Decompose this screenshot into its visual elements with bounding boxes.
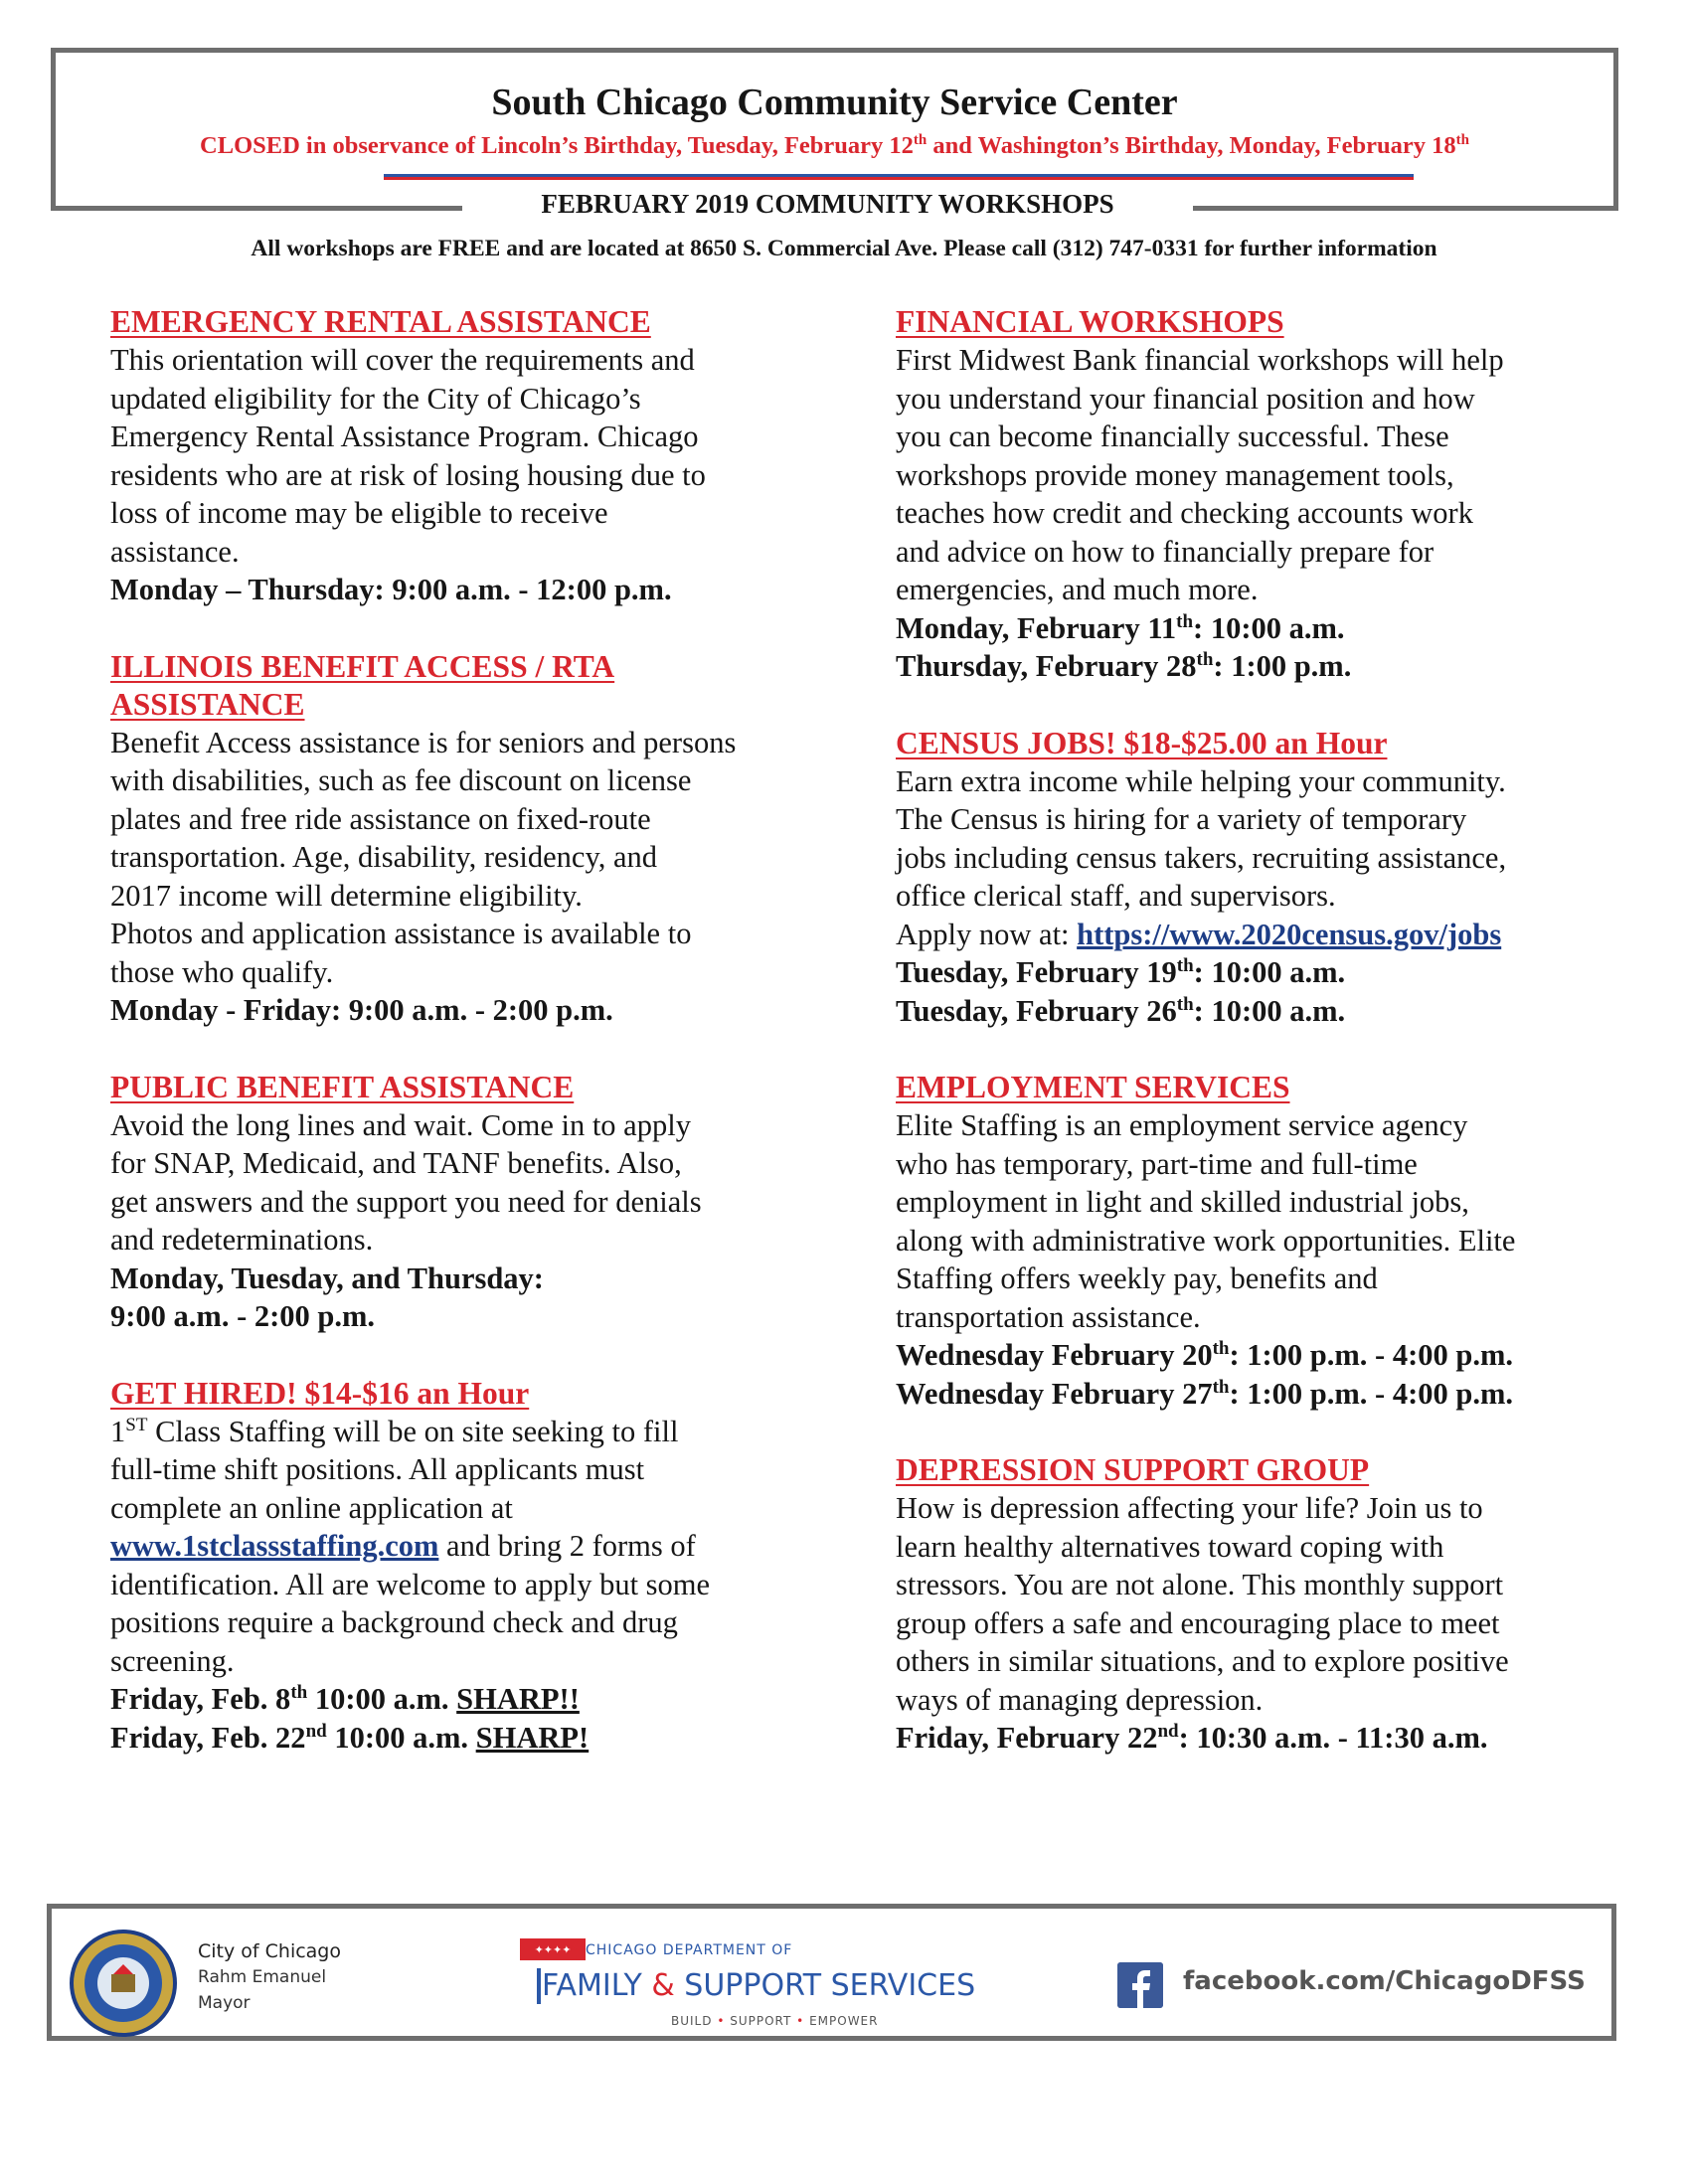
ordinal-sup: nd <box>1157 1720 1179 1742</box>
body-line: learn healthy alternatives toward coping with <box>896 1529 1444 1564</box>
body-line <box>110 1413 826 1451</box>
ordinal-sup: th <box>1176 993 1194 1015</box>
schedule <box>896 953 1621 1030</box>
body-line: identification. All are welcome to apply but some <box>110 1567 711 1601</box>
body-line: stressors. You are not alone. This monthly support <box>896 1568 1504 1601</box>
section-title <box>110 648 826 724</box>
section-depression <box>896 1451 1621 1758</box>
city-block <box>198 1938 341 2016</box>
body-line: employment in light and skilled industrial jobs, <box>896 1185 1469 1219</box>
body-line: Benefit Access assistance is for seniors and persons <box>110 725 737 759</box>
svg-text:✦✦✦✦: ✦✦✦✦ <box>534 1943 572 1956</box>
body-line: along with administrative work opportunities. Elite <box>896 1223 1516 1258</box>
body-line: Photos and application assistance is available to <box>110 917 692 950</box>
text-run: 1 <box>110 1414 126 1448</box>
census-link[interactable]: https://www.2020census.gov/jobs <box>1077 917 1502 951</box>
body-line: Emergency Rental Assistance Program. Chicago <box>110 420 699 453</box>
facebook-icon[interactable] <box>1117 1962 1163 2008</box>
body-line: ways of managing depression. <box>896 1682 1264 1717</box>
section-financial <box>896 303 1621 686</box>
closure-sup: th <box>1455 131 1469 148</box>
schedule <box>110 1680 826 1757</box>
section-benefit-access <box>110 648 826 1030</box>
closure-notice-part: CLOSED in observance of Lincoln’s Birthday, Tuesday, February 12 <box>200 132 914 159</box>
body-line: you understand your financial position and how <box>896 381 1475 416</box>
text-run: : 1:00 p.m. - 4:00 p.m. <box>1229 1338 1513 1372</box>
closure-notice <box>56 132 1613 160</box>
schedule-line: 9:00 a.m. - 2:00 p.m. <box>110 1299 375 1333</box>
text-run: : 1:00 p.m. - 4:00 p.m. <box>1229 1376 1513 1411</box>
text-run: Friday, Feb. 22 <box>110 1720 306 1755</box>
section-body <box>110 341 826 571</box>
body-line: teaches how credit and checking accounts work <box>896 496 1473 530</box>
section-get-hired <box>110 1375 826 1758</box>
page-title: South Chicago Community Service Center <box>491 82 1178 123</box>
section-body <box>896 762 1621 954</box>
city-name: City of Chicago <box>198 1940 341 1962</box>
schedule <box>896 1719 1621 1758</box>
dfss-top-text: CHICAGO DEPARTMENT OF <box>586 1942 793 1958</box>
closure-notice-part: and Washington’s Birthday, Monday, February 18 <box>927 132 1456 159</box>
section-body <box>896 1489 1621 1719</box>
schedule <box>110 991 826 1030</box>
section-title: DEPRESSION SUPPORT GROUP <box>896 1452 1370 1487</box>
text-run: FAMILY <box>542 1968 642 2003</box>
body-line: First Midwest Bank financial workshops will help <box>896 343 1504 377</box>
body-line: you can become financially successful. These <box>896 420 1449 453</box>
ordinal-sup: th <box>1176 610 1194 632</box>
text-run: Apply now at: <box>896 917 1078 951</box>
ordinal-sup: nd <box>305 1720 327 1742</box>
body-line <box>110 1527 826 1566</box>
ordinal-sup: th <box>1212 1337 1230 1359</box>
text-run: Thursday, February 28 <box>896 649 1197 683</box>
body-line: others in similar situations, and to explore positive <box>896 1644 1509 1678</box>
section-title-line: ASSISTANCE <box>110 686 305 722</box>
body-line: who has temporary, part-time and full-time <box>896 1146 1418 1181</box>
ordinal-sup: ST <box>125 1414 148 1435</box>
schedule-line <box>110 1719 826 1758</box>
body-line: transportation. Age, disability, residency, and <box>110 840 657 874</box>
text-run: 10:00 a.m. <box>326 1720 476 1755</box>
section-public-benefit <box>110 1069 826 1336</box>
ordinal-sup: th <box>1176 954 1194 976</box>
schedule <box>896 609 1621 686</box>
chicago-stars-icon <box>520 1938 586 1960</box>
text-run: Tuesday, February 19 <box>896 955 1177 989</box>
section-title: EMPLOYMENT SERVICES <box>896 1070 1290 1104</box>
body-line: workshops provide money management tools, <box>896 457 1454 492</box>
body-line <box>896 916 1621 954</box>
body-line: Staffing offers weekly pay, benefits and <box>896 1261 1378 1295</box>
body-line: This orientation will cover the requirements and <box>110 343 695 377</box>
right-column <box>896 303 1621 1796</box>
text-run: & <box>641 1968 685 2003</box>
schedule-line: Monday, Tuesday, and Thursday: <box>110 1260 544 1295</box>
closure-sup: th <box>913 131 928 148</box>
schedule-line <box>896 953 1621 992</box>
body-line: office clerical staff, and supervisors. <box>896 879 1336 913</box>
left-column <box>110 303 826 1795</box>
section-title: CENSUS JOBS! $18-$25.00 an Hour <box>896 725 1388 760</box>
section-body <box>896 341 1621 609</box>
sharp-note: SHARP!! <box>456 1682 580 1716</box>
schedule-line <box>896 1719 1621 1758</box>
section-body <box>110 1413 826 1681</box>
body-line: group offers a safe and encouraging place to meet <box>896 1605 1500 1640</box>
body-line: The Census is hiring for a variety of temporary <box>896 802 1467 836</box>
schedule-line <box>110 1680 826 1719</box>
text-run: : 10:00 a.m. <box>1193 610 1345 645</box>
mayor-name: Rahm Emanuel <box>198 1967 327 1987</box>
schedule-line: Monday – Thursday: 9:00 a.m. - 12:00 p.m. <box>110 573 672 606</box>
workshops-title: FEBRUARY 2019 COMMUNITY WORKSHOPS <box>462 180 1193 228</box>
text-run: : 10:30 a.m. - 11:30 a.m. <box>1178 1721 1488 1755</box>
schedule-line: Monday - Friday: 9:00 a.m. - 2:00 p.m. <box>110 993 613 1027</box>
text-run: EMPOWER <box>809 2014 879 2028</box>
text-run: Class Staffing will be on site seeking to fill <box>147 1414 679 1448</box>
chicago-seal-icon <box>69 1929 178 2038</box>
body-line: with disabilities, such as fee discount on license <box>110 763 692 797</box>
body-line: emergencies, and much more. <box>896 573 1259 606</box>
body-line: 2017 income will determine eligibility. <box>110 878 583 913</box>
schedule-line <box>896 609 1621 648</box>
section-emergency-rental <box>110 303 826 609</box>
text-run: 10:00 a.m. <box>307 1682 457 1716</box>
text-run: Friday, February 22 <box>896 1721 1158 1755</box>
body-line: get answers and the support you need for denials <box>110 1184 702 1219</box>
schedule-line <box>896 1336 1621 1375</box>
schedule-line <box>896 992 1621 1031</box>
schedule-line <box>896 1375 1621 1414</box>
section-title: GET HIRED! $14-$16 an Hour <box>110 1375 530 1411</box>
sharp-note: SHARP! <box>475 1720 590 1755</box>
section-employment <box>896 1069 1621 1413</box>
body-line: positions require a background check and drug <box>110 1605 678 1639</box>
section-title: FINANCIAL WORKSHOPS <box>896 304 1284 339</box>
text-run: Monday, February 11 <box>896 610 1177 645</box>
body-line: updated eligibility for the City of Chicago’s <box>110 381 641 416</box>
schedule-line <box>896 647 1621 686</box>
text-run: : 10:00 a.m. <box>1193 993 1346 1028</box>
body-line: screening. <box>110 1643 235 1678</box>
body-line: and redeterminations. <box>110 1223 374 1257</box>
section-census <box>896 725 1621 1031</box>
text-run: Friday, Feb. 8 <box>110 1682 291 1716</box>
body-line: complete an online application at <box>110 1490 513 1525</box>
body-line: Earn extra income while helping your community. <box>896 763 1506 798</box>
body-line: plates and free ride assistance on fixed-route <box>110 801 651 836</box>
body-line: transportation assistance. <box>896 1299 1201 1334</box>
ordinal-sup: th <box>290 1681 308 1703</box>
body-line: How is depression affecting your life? Join us to <box>896 1491 1483 1525</box>
section-title: EMERGENCY RENTAL ASSISTANCE <box>110 304 651 339</box>
text-run: SUPPORT SERVICES <box>684 1968 976 2003</box>
dfss-tagline: BUILD • SUPPORT • EMPOWER <box>671 2014 879 2028</box>
text-run: Wednesday February 20 <box>896 1338 1213 1372</box>
body-line: Elite Staffing is an employment service agency <box>896 1108 1468 1142</box>
ordinal-sup: th <box>1212 1376 1230 1398</box>
ordinal-sup: th <box>1196 648 1214 670</box>
text-run: BUILD <box>671 2014 713 2028</box>
schedule <box>110 1260 826 1336</box>
body-line: full-time shift positions. All applicants must <box>110 1452 645 1486</box>
text-run: SUPPORT <box>730 2014 792 2028</box>
mayor-title: Mayor <box>198 1993 251 2013</box>
section-body <box>110 1106 826 1260</box>
body-line: Avoid the long lines and wait. Come in to apply <box>110 1107 691 1142</box>
body-line: residents who are at risk of losing housing due to <box>110 457 706 492</box>
dfss-logo <box>462 1934 1079 2034</box>
dfss-bar <box>537 1968 541 2004</box>
staffing-link[interactable]: www.1stclassstaffing.com <box>110 1529 439 1563</box>
schedule <box>110 571 826 609</box>
section-body <box>896 1106 1621 1336</box>
text-run: and bring 2 forms of <box>438 1529 696 1563</box>
body-line: assistance. <box>110 534 240 569</box>
dfss-main-text <box>542 1968 975 2003</box>
text-run: Wednesday February 27 <box>896 1376 1213 1411</box>
text-run: : 1:00 p.m. <box>1213 649 1352 683</box>
body-line: jobs including census takers, recruiting assistance, <box>896 840 1507 875</box>
body-line: those who qualify. <box>110 954 334 989</box>
section-body <box>110 724 826 992</box>
text-run: : 10:00 a.m. <box>1193 955 1346 989</box>
facebook-link[interactable]: facebook.com/ChicagoDFSS <box>1183 1966 1586 1996</box>
section-title: PUBLIC BENEFIT ASSISTANCE <box>110 1069 575 1104</box>
body-line: for SNAP, Medicaid, and TANF benefits. Also, <box>110 1146 682 1180</box>
body-line: loss of income may be eligible to receive <box>110 496 608 530</box>
text-run: Tuesday, February 26 <box>896 993 1177 1028</box>
section-title-line: ILLINOIS BENEFIT ACCESS / RTA <box>110 648 615 684</box>
body-line: and advice on how to financially prepare for <box>896 534 1435 569</box>
info-line: All workshops are FREE and are located at 8650 S. Commercial Ave. Please call (312) 747-0331 for further information <box>251 236 1437 261</box>
schedule <box>896 1336 1621 1413</box>
footer <box>47 1904 1616 2041</box>
